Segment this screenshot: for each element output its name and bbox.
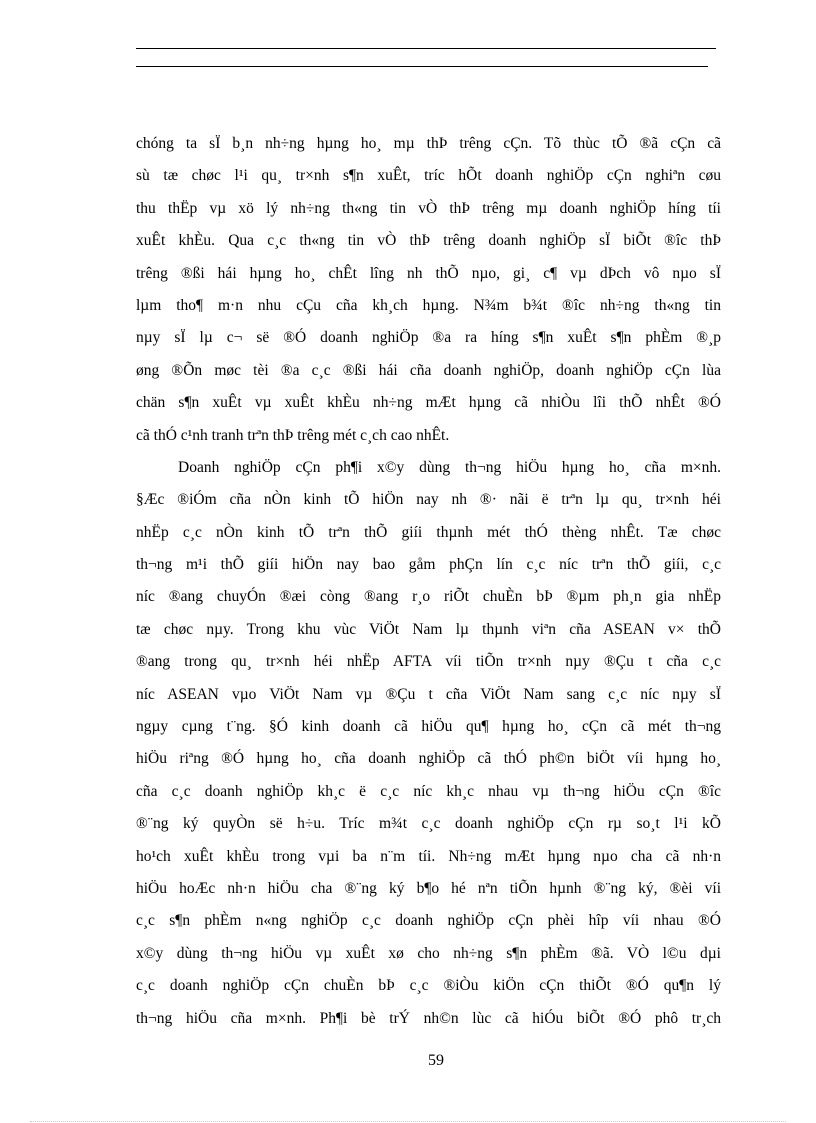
text-line: øng ®Õn møc tèi ®a c¸c ®ßi hái cña doanh nghiÖp, doanh nghiÖp cÇn lùa: [136, 361, 721, 379]
header-rule-bottom: [136, 66, 708, 67]
page-number: 59: [428, 1052, 444, 1069]
text-line: §Æc ®iÓm cña nÒn kinh tÕ hiÖn nay nh ®· nãi ë trªn lµ qu¸ tr×nh héi: [136, 491, 721, 509]
text-line: th¬ng m¹i thÕ giíi hiÖn nay bao gåm phÇn lín c¸c níc trªn thÕ giíi, c¸c: [136, 556, 721, 574]
text-line: níc ®ang chuyÓn ®æi còng ®ang r¸o riÕt chuÈn bÞ ®µm ph¸n gia nhËp: [136, 588, 721, 606]
text-line: Doanh nghiÖp cÇn ph¶i x©y dùng th¬ng hiÖu hµng ho¸ cña m×nh.: [178, 458, 721, 476]
text-line: níc ASEAN vµo ViÖt Nam vµ ®Çu t cña ViÖt Nam sang c¸c níc nµy sÏ: [136, 685, 721, 703]
text-line: ho¹ch xuÊt khÈu trong vµi ba n¨m tíi. Nh÷ng mÆt hµng nµo cha cã nh·n: [136, 847, 721, 865]
document-body: [136, 128, 721, 1035]
text-line: tæ chøc nµy. Trong khu vùc ViÖt Nam lµ thµnh viªn cña ASEAN v× thÕ: [136, 620, 721, 638]
text-line: cña c¸c doanh nghiÖp kh¸c ë c¸c níc kh¸c nhau vµ th¬ng hiÖu cÇn ®îc: [136, 782, 721, 800]
text-line: cã thÓ c¹nh tranh trªn thÞ trêng mét c¸ch cao nhÊt.: [136, 426, 450, 444]
text-line: x©y dùng th¬ng hiÖu vµ xuÊt xø cho nh÷ng s¶n phÈm ®ã. VÒ l©u dµi: [136, 944, 721, 962]
header-rule-top: [136, 48, 716, 49]
text-line: chóng ta sÏ b¸n nh÷ng hµng ho¸ mµ thÞ trêng cÇn. Tõ thùc tÕ ®ã cÇn cã: [136, 135, 721, 152]
text-line: lµm tho¶ m·n nhu cÇu cña kh¸ch hµng. N¾m b¾t ®îc nh÷ng th«ng tin: [136, 296, 721, 314]
text-line: ®¨ng ký quyÒn së h÷u. Tríc m¾t c¸c doanh nghiÖp cÇn rµ so¸t l¹i kÕ: [136, 815, 721, 833]
footer-rule: [30, 1121, 786, 1122]
text-line: ngµy cµng t¨ng. §Ó kinh doanh cã hiÖu qu¶ hµng ho¸ cÇn cã mét th¬ng: [136, 718, 721, 736]
text-line: c¸c doanh nghiÖp cÇn chuÈn bÞ c¸c ®iÒu kiÖn cÇn thiÕt ®Ó qu¶n lý: [136, 977, 721, 995]
text-line: trêng ®ßi hái hµng ho¸ chÊt lîng nh thÕ nµo, gi¸ c¶ vµ dÞch vô nµo sÏ: [136, 264, 721, 282]
text-line: nhËp c¸c nÒn kinh tÕ trªn thÕ giíi thµnh mét thÓ thèng nhÊt. Tæ chøc: [136, 523, 721, 541]
text-line: sù tæ chøc l¹i qu¸ tr×nh s¶n xuÊt, tríc hÕt doanh nghiÖp cÇn nghiªn cøu: [136, 167, 721, 185]
text-line: hiÖu riªng ®Ó hµng ho¸ cña doanh nghiÖp cã thÓ ph©n biÖt víi hµng ho¸: [136, 750, 721, 768]
text-line: thu thËp vµ xö lý nh÷ng th«ng tin vÒ thÞ trêng mµ doanh nghiÖp híng tíi: [136, 199, 721, 217]
text-line: nµy sÏ lµ c¬ së ®Ó doanh nghiÖp ®a ra híng s¶n xuÊt s¶n phÈm ®¸p: [136, 329, 721, 347]
text-line: c¸c s¶n phÈm n«ng nghiÖp c¸c doanh nghiÖp cÇn phèi hîp víi nhau ®Ó: [136, 912, 721, 930]
text-line: th¬ng hiÖu cña m×nh. Ph¶i bè trÝ nh©n lùc cã hiÓu biÕt ®Ó phô tr¸ch: [136, 1009, 721, 1027]
text-line: hiÖu hoÆc nh·n hiÖu cha ®¨ng ký b¶o hé nªn tiÕn hµnh ®¨ng ký, ®èi víi: [136, 879, 721, 897]
text-line: xuÊt khÈu. Qua c¸c th«ng tin vÒ thÞ trêng doanh nghiÖp sÏ biÕt ®îc thÞ: [136, 232, 721, 250]
text-line: chän s¶n xuÊt vµ xuÊt khÈu nh÷ng mÆt hµng cã nhiÒu lîi thÕ nhÊt ®Ó: [136, 394, 721, 412]
paragraph-1: [136, 128, 721, 452]
paragraph-2: [136, 452, 721, 1035]
text-line: ®ang trong qu¸ tr×nh héi nhËp AFTA víi tiÕn tr×nh nµy ®Çu t cña c¸c: [136, 653, 721, 671]
